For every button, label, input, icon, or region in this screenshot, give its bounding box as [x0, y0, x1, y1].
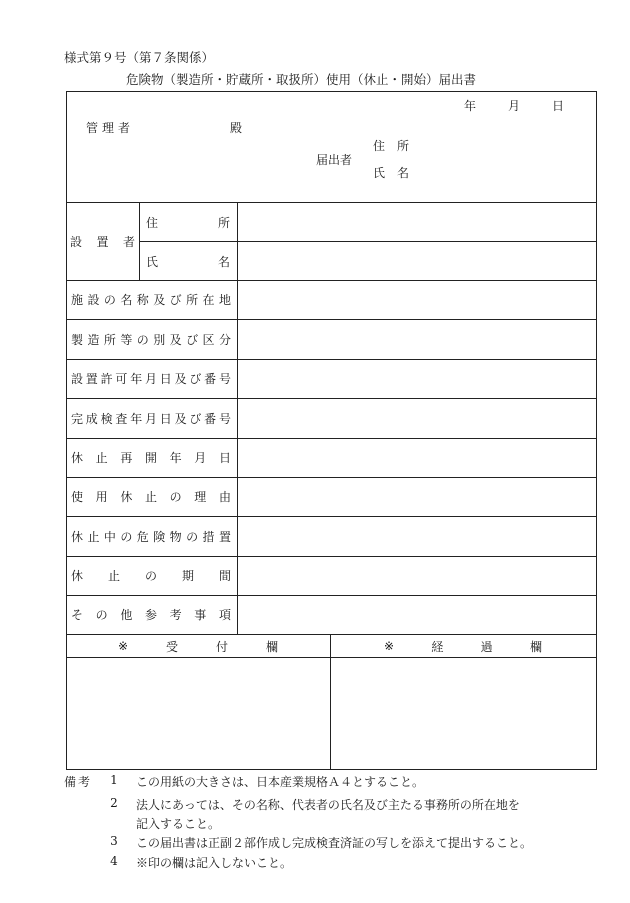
progress-column-header: ※ 経 過 欄	[384, 639, 542, 654]
note-3-number: 3	[110, 834, 118, 848]
row-field-category[interactable]	[240, 321, 594, 357]
addressee-honorific: 殿	[230, 121, 243, 135]
notifier-label: 届出者	[316, 153, 353, 167]
row-field-reference[interactable]	[240, 597, 594, 632]
notifier-name-field[interactable]	[420, 161, 590, 181]
addressee-name-field[interactable]	[150, 116, 225, 134]
row-label-facility: 施 設 の 名 称 及 び 所 在 地	[71, 293, 231, 307]
installer-name-field[interactable]	[240, 244, 594, 278]
date-year-label: 年	[464, 99, 477, 113]
row-label-resume-date: 休 止 再 開 年 月 日	[71, 451, 231, 465]
row-label-category: 製 造 所 等 の 別 及 び 区 分	[71, 332, 231, 347]
notifier-address-label: 住 所	[373, 139, 410, 153]
note-2-text-cont: 記入すること。	[136, 817, 221, 831]
row-field-reason[interactable]	[240, 479, 594, 514]
row-label-permit: 設 置 許 可 年 月 日 及 び 番 号	[71, 372, 231, 386]
installer-name-label: 氏 名	[146, 254, 230, 269]
row-field-inspection[interactable]	[240, 400, 594, 436]
form-number: 様式第９号（第７条関係）	[64, 50, 215, 65]
row-field-facility[interactable]	[240, 282, 594, 317]
row-field-measures[interactable]	[240, 518, 594, 554]
note-4-text: ※印の欄は記入しないこと。	[136, 856, 293, 870]
reception-area	[68, 659, 328, 767]
note-2-number: 2	[110, 796, 118, 810]
note-3-text: この届出書は正副２部作成し完成検査済証の写しを添えて提出すること。	[136, 836, 533, 850]
note-1-text: この用紙の大きさは、日本産業規格Ａ４とすること。	[136, 775, 425, 789]
note-2-text: 法人にあっては、その名称、代表者の氏名及び主たる事務所の所在地を	[136, 798, 520, 812]
date-month-label: 月	[508, 99, 521, 113]
notes-label: 備考	[64, 775, 93, 789]
notifier-name-label: 氏 名	[373, 166, 410, 180]
installer-label: 設 置 者	[70, 234, 135, 249]
row-label-period: 休 止 の 期 間	[71, 569, 231, 583]
installer-address-field[interactable]	[240, 205, 594, 239]
note-1-number: 1	[110, 773, 118, 787]
row-label-reference: そ の 他 参 考 事 項	[71, 608, 231, 622]
row-label-inspection: 完 成 検 査 年 月 日 及 び 番 号	[71, 411, 231, 426]
row-field-period[interactable]	[240, 558, 594, 593]
progress-area	[332, 659, 594, 767]
notifier-address-field[interactable]	[420, 134, 590, 154]
installer-address-label: 住 所	[146, 215, 230, 230]
addressee-label: 管理者	[86, 121, 135, 135]
date-day-label: 日	[552, 99, 565, 113]
row-label-measures: 休 止 中 の 危 険 物 の 措 置	[71, 529, 231, 544]
row-field-permit[interactable]	[240, 361, 594, 396]
date-field[interactable]	[455, 112, 575, 126]
form-title: 危険物（製造所・貯蔵所・取扱所）使用（休止・開始）届出書	[126, 72, 477, 87]
row-field-resume-date[interactable]	[240, 440, 594, 475]
note-4-number: 4	[110, 854, 118, 868]
reception-column-header: ※ 受 付 欄	[118, 639, 278, 654]
row-label-reason: 使 用 休 止 の 理 由	[71, 490, 231, 504]
